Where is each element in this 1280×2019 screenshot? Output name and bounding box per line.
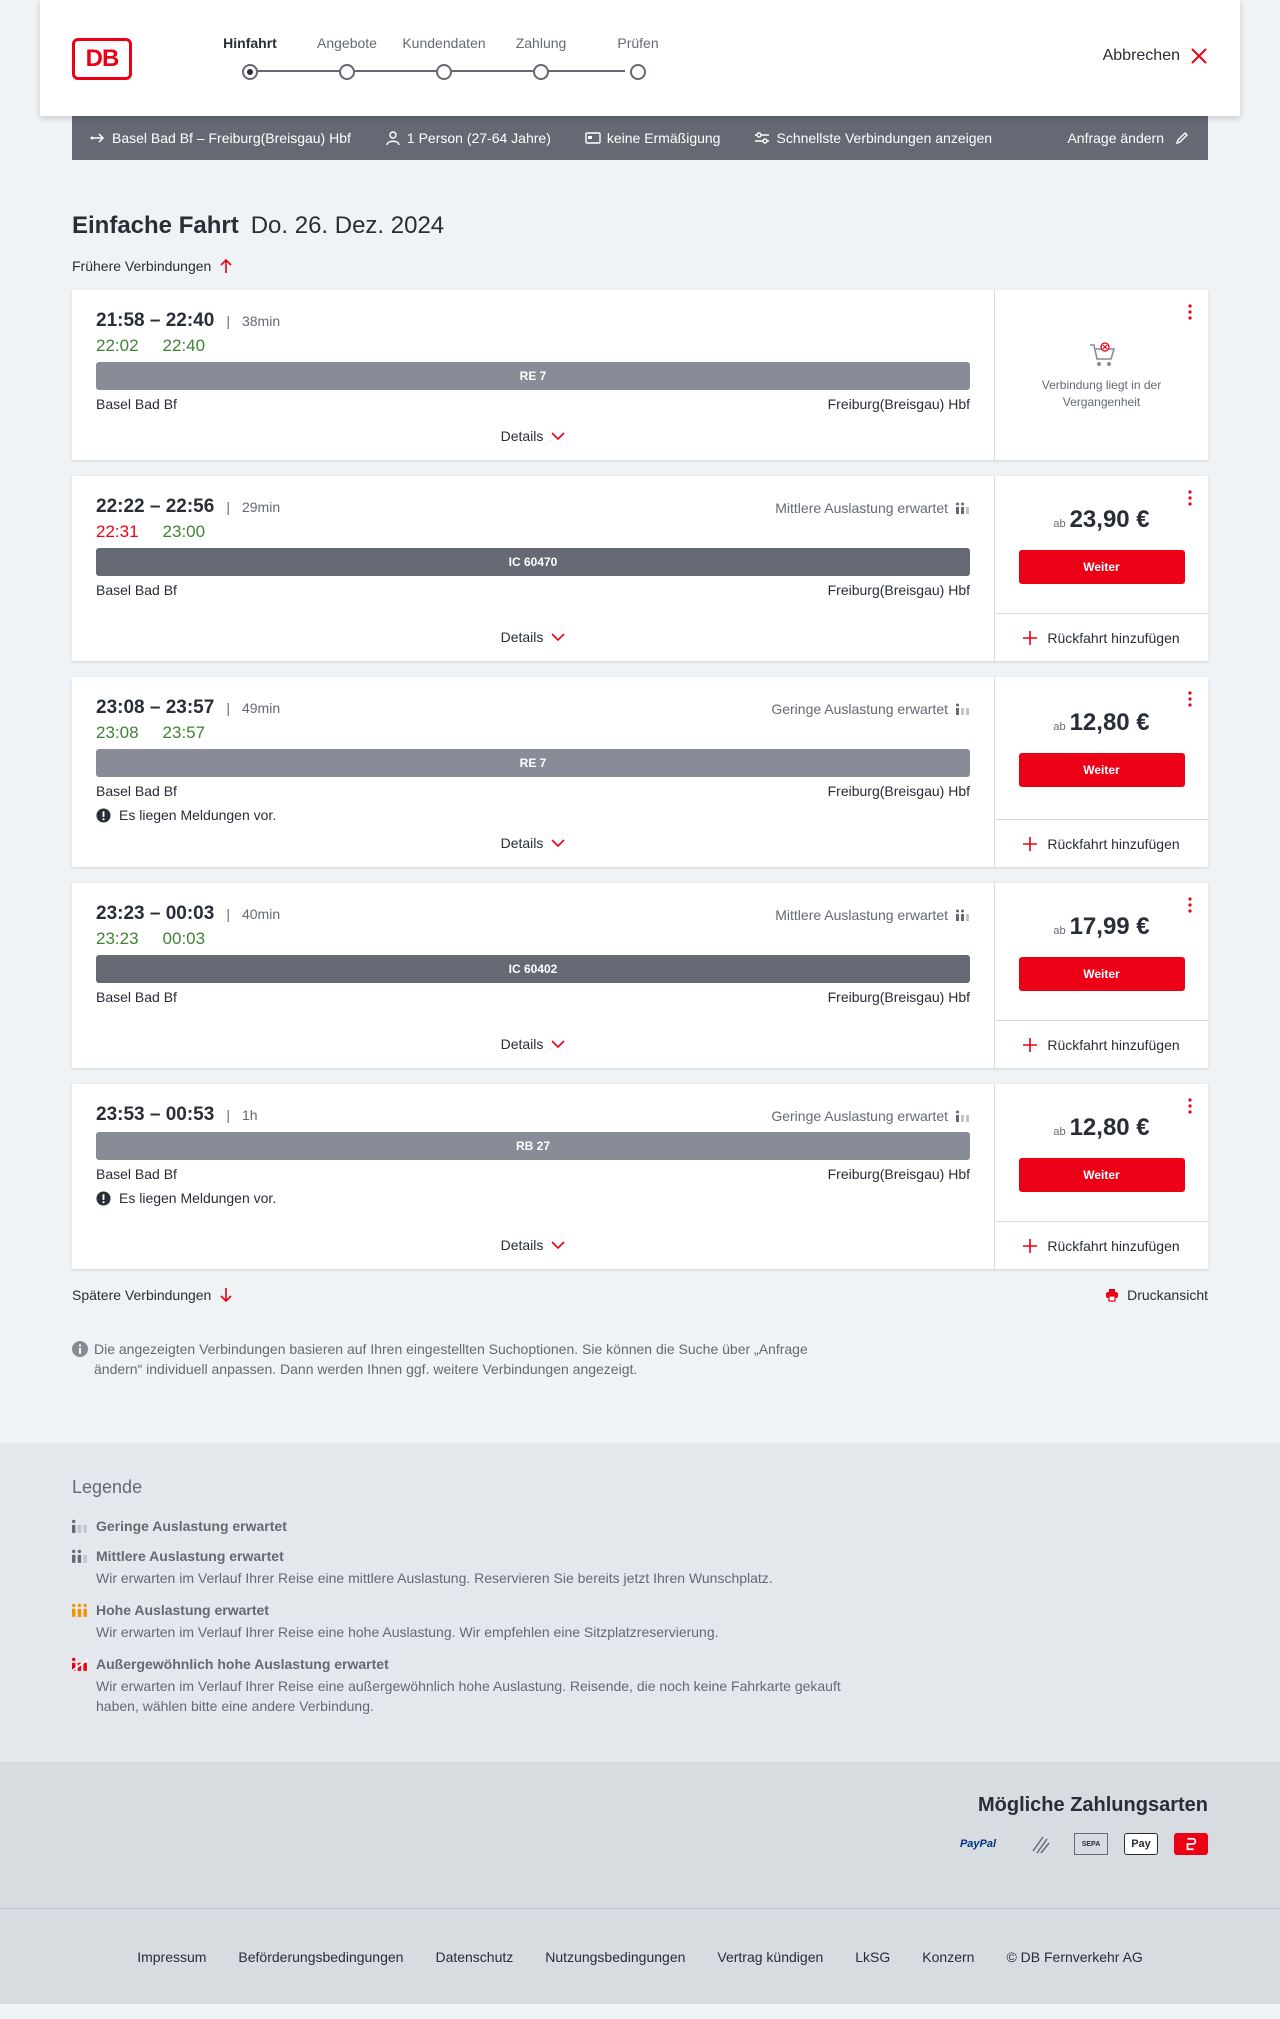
discount-summary: keine Ermäßigung: [585, 130, 721, 146]
stations: Basel Bad Bf Freiburg(Breisgau) Hbf: [96, 989, 970, 1005]
cart-unavailable-icon: [1087, 339, 1117, 369]
plus-icon: [1023, 837, 1037, 851]
edit-request-button[interactable]: Anfrage ändern: [1067, 130, 1190, 146]
train-bar: RE 7: [96, 749, 970, 777]
info-icon: [72, 1341, 88, 1357]
page-title: Einfache Fahrt Do. 26. Dez. 2024: [72, 212, 445, 239]
step-dot: [630, 64, 646, 80]
occupancy-exceptional-icon: [72, 1657, 88, 1671]
chevron-down-icon: [551, 633, 565, 641]
realtime-times: 22:31 23:00: [96, 522, 206, 541]
add-return-button[interactable]: Rückfahrt hinzufügen: [995, 1020, 1208, 1068]
stations: Basel Bad Bf Freiburg(Breisgau) Hbf: [96, 1166, 970, 1182]
persons-summary: 1 Person (27-64 Jahre): [385, 130, 551, 146]
db-logo[interactable]: DB: [72, 38, 132, 80]
connection-info: [72, 290, 994, 460]
card-icon: [585, 131, 601, 145]
continue-button[interactable]: Weiter: [1019, 1158, 1185, 1192]
more-options-icon[interactable]: [1188, 304, 1192, 320]
chevron-down-icon: [551, 1241, 565, 1249]
train-bar: IC 60470: [96, 548, 970, 576]
cancel-button[interactable]: Abbrechen: [1103, 47, 1208, 65]
connection-card[interactable]: [72, 476, 1208, 661]
close-icon: [1190, 47, 1208, 65]
step-dot: [533, 64, 549, 80]
add-return-button[interactable]: Rückfahrt hinzufügen: [995, 1221, 1208, 1269]
legend-section: [0, 1443, 1280, 1762]
price-area: [995, 476, 1208, 613]
legend-item: Geringe Auslastung erwartet: [72, 1518, 1208, 1534]
stations: Basel Bad Bf Freiburg(Breisgau) Hbf: [96, 582, 970, 598]
person-icon: [385, 131, 401, 145]
add-return-button[interactable]: Rückfahrt hinzufügen: [995, 613, 1208, 661]
details-toggle[interactable]: Details: [72, 629, 994, 645]
db-payment-icon: [1174, 1833, 1208, 1855]
step-dot-active: [242, 64, 258, 80]
connection-card[interactable]: [72, 883, 1208, 1068]
notice-message: Es liegen Meldungen vor.: [96, 1190, 970, 1206]
price: ab 12,80 €: [1053, 1113, 1150, 1141]
step-pruefen: Prüfen: [588, 34, 688, 80]
price: ab 17,99 €: [1053, 912, 1150, 940]
footer-copyright: © DB Fernverkehr AG: [1006, 1948, 1143, 1965]
print-view-link[interactable]: Druckansicht: [1105, 1287, 1208, 1303]
connection-info: [72, 476, 994, 661]
train-bar: RE 7: [96, 362, 970, 390]
occupancy-medium-icon: [72, 1549, 88, 1563]
details-toggle[interactable]: Details: [72, 835, 994, 851]
footer: [0, 1908, 1280, 2004]
legend-item: Mittlere Auslastung erwartet Wir erwarten im Verlauf Ihrer Reise eine mittlere Auslastung. Reservieren Sie bereits jetzt Ihren Wunschplatz.: [72, 1548, 1208, 1588]
pencil-icon: [1174, 131, 1190, 145]
occupancy-medium-icon: [956, 909, 970, 921]
sepa-icon: SEPA: [1074, 1833, 1108, 1855]
realtime-times: 23:23 00:03: [96, 929, 206, 948]
results-footer: [72, 1287, 1208, 1303]
footer-link-konzern[interactable]: Konzern: [922, 1948, 975, 1965]
continue-button[interactable]: Weiter: [1019, 957, 1185, 991]
exclamation-icon: [96, 1191, 111, 1206]
stations: Basel Bad Bf Freiburg(Breisgau) Hbf: [96, 396, 970, 412]
occupancy-low-icon: [956, 1110, 970, 1122]
connection-info: [72, 677, 994, 867]
header: [40, 0, 1240, 116]
connection-times: 23:08 – 23:57 | 49min: [96, 697, 281, 718]
info-note: Die angezeigten Verbindungen basieren auf Ihren eingestellten Suchoptionen. Sie können die Suche über „Anfrage ändern“ individuell anpassen. Dann werden Ihnen ggf. weitere Verbindungen angezeigt.: [72, 1339, 832, 1379]
legend-item: Außergewöhnlich hohe Auslastung erwartet Wir erwarten im Verlauf Ihrer Reise eine außergewöhnlich hohe Auslastung. Reisende, die noch keine Fahrkarte gekauft haben, wählen bitte eine andere Verbindung.: [72, 1656, 1208, 1716]
direct-debit-icon: [1024, 1833, 1058, 1855]
connection-times: 23:53 – 00:53 | 1h: [96, 1104, 258, 1125]
occupancy-indicator: Mittlere Auslastung erwartet: [775, 907, 970, 923]
arrow-right-icon: [90, 131, 106, 145]
offer-panel: [994, 1084, 1208, 1269]
occupancy-low-icon: [72, 1519, 88, 1533]
price-area: [995, 677, 1208, 819]
connection-info: [72, 1084, 994, 1269]
step-angebote: Angebote: [297, 34, 397, 80]
payment-icons: [72, 1833, 1208, 1855]
realtime-times: 22:02 22:40: [96, 336, 206, 355]
filter-icon: [754, 131, 770, 145]
occupancy-indicator: Mittlere Auslastung erwartet: [775, 500, 970, 516]
plus-icon: [1023, 1239, 1037, 1253]
connection-card[interactable]: [72, 677, 1208, 867]
earlier-connections-link[interactable]: Frühere Verbindungen: [72, 258, 1208, 274]
details-toggle[interactable]: Details: [72, 1237, 994, 1253]
later-connections-link[interactable]: Spätere Verbindungen: [72, 1287, 233, 1303]
chevron-down-icon: [551, 839, 565, 847]
occupancy-medium-icon: [956, 502, 970, 514]
legend-title: Legende: [72, 1477, 143, 1497]
apple-pay-icon: Pay: [1124, 1833, 1158, 1855]
connection-times: 22:22 – 22:56 | 29min: [96, 496, 281, 517]
price-area: [995, 883, 1208, 1020]
offer-panel: [994, 677, 1208, 867]
occupancy-indicator: Geringe Auslastung erwartet: [771, 1108, 970, 1124]
step-hinfahrt[interactable]: Hinfahrt: [200, 34, 300, 80]
occupancy-low-icon: [956, 703, 970, 715]
plus-icon: [1023, 631, 1037, 645]
more-options-icon[interactable]: [1188, 490, 1192, 506]
more-options-icon[interactable]: [1188, 1098, 1192, 1114]
search-summary-bar: [72, 116, 1208, 160]
step-dot: [436, 64, 452, 80]
notice-message: Es liegen Meldungen vor.: [96, 807, 970, 823]
payment-methods: [0, 1762, 1280, 1908]
past-connection-info: Verbindung liegt in der Vergangenheit: [995, 290, 1208, 460]
continue-button[interactable]: Weiter: [1019, 753, 1185, 787]
realtime-times: 23:08 23:57: [96, 723, 206, 742]
footer-link-nutzungsbedingungen[interactable]: Nutzungsbedingungen: [545, 1948, 686, 1965]
connection-times: 23:23 – 00:03 | 40min: [96, 903, 281, 924]
footer-link-datenschutz[interactable]: Datenschutz: [435, 1948, 514, 1965]
paypal-icon: PayPal: [959, 1838, 997, 1850]
connection-info: [72, 883, 994, 1068]
payment-title: Mögliche Zahlungsarten: [977, 1794, 1208, 1816]
footer-link-befoerderungsbedingungen[interactable]: Beförderungsbedingungen: [238, 1948, 404, 1965]
add-return-button[interactable]: Rückfahrt hinzufügen: [995, 819, 1208, 867]
main-content: [72, 212, 1208, 1379]
stations: Basel Bad Bf Freiburg(Breisgau) Hbf: [96, 783, 970, 799]
connection-card[interactable]: [72, 1084, 1208, 1269]
occupancy-high-icon: [72, 1603, 88, 1617]
offer-panel: [994, 290, 1208, 460]
step-dot: [339, 64, 355, 80]
train-bar: IC 60402: [96, 955, 970, 983]
arrow-up-icon: [219, 258, 233, 274]
step-kundendaten: Kundendaten: [394, 34, 494, 80]
occupancy-indicator: Geringe Auslastung erwartet: [771, 701, 970, 717]
fastest-option[interactable]: Schnellste Verbindungen anzeigen: [754, 130, 992, 146]
offer-panel: [994, 883, 1208, 1068]
footer-link-impressum[interactable]: Impressum: [137, 1948, 207, 1965]
price: ab 23,90 €: [1053, 505, 1150, 533]
arrow-down-icon: [219, 1287, 233, 1303]
route-summary: Basel Bad Bf – Freiburg(Breisgau) Hbf: [90, 130, 351, 146]
connection-card[interactable]: [72, 290, 1208, 460]
more-options-icon[interactable]: [1188, 691, 1192, 707]
step-zahlung: Zahlung: [491, 34, 591, 80]
details-toggle[interactable]: Details: [72, 1036, 994, 1052]
connection-times: 21:58 – 22:40 | 38min: [96, 310, 281, 331]
plus-icon: [1023, 1038, 1037, 1052]
details-toggle[interactable]: Details: [72, 428, 994, 444]
more-options-icon[interactable]: [1188, 897, 1192, 913]
footer-link-lksg[interactable]: LkSG: [855, 1948, 891, 1965]
continue-button[interactable]: Weiter: [1019, 550, 1185, 584]
train-bar: RB 27: [96, 1132, 970, 1160]
booking-stepper: [200, 34, 760, 84]
exclamation-icon: [96, 808, 111, 823]
chevron-down-icon: [551, 1040, 565, 1048]
legend-item: Hohe Auslastung erwartet Wir erwarten im Verlauf Ihrer Reise eine hohe Auslastung. Wir empfehlen eine Sitzplatzreservierung.: [72, 1602, 1208, 1642]
price-area: [995, 1084, 1208, 1221]
offer-panel: [994, 476, 1208, 661]
price: ab 12,80 €: [1053, 709, 1150, 736]
footer-link-vertrag-kuendigen[interactable]: Vertrag kündigen: [717, 1948, 824, 1965]
chevron-down-icon: [551, 432, 565, 440]
printer-icon: [1105, 1288, 1119, 1302]
